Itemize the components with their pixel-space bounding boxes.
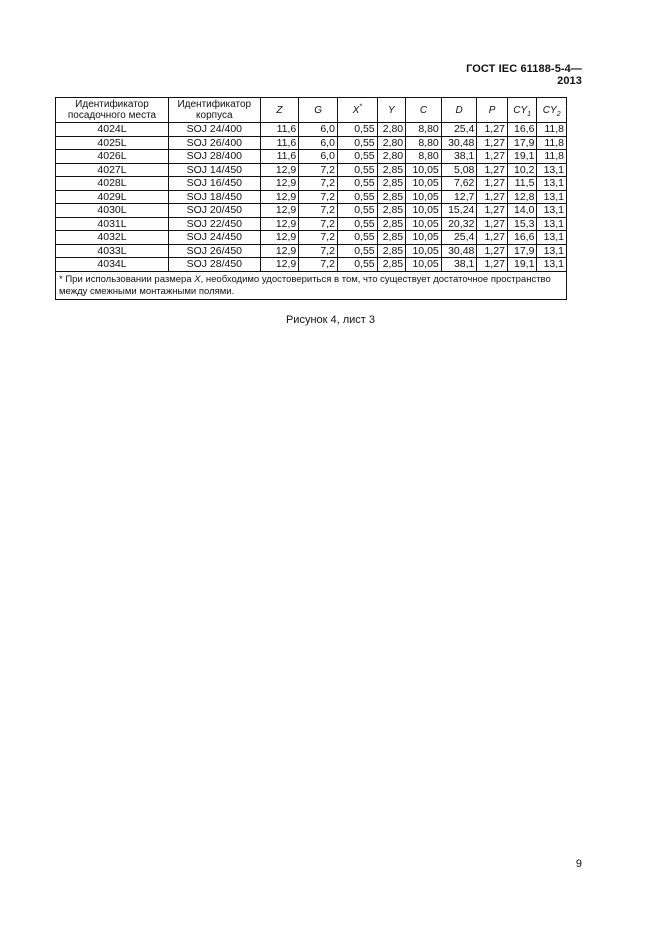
cell-z: 12,9 <box>260 258 299 272</box>
cell-cy2: 11,8 <box>537 123 567 137</box>
cell-y: 2,85 <box>377 217 406 231</box>
cell-package-id: SOJ 28/400 <box>168 150 260 164</box>
cell-c: 10,05 <box>406 258 442 272</box>
header-cy1-subscript: 1 <box>527 110 532 118</box>
cell-y: 2,85 <box>377 163 406 177</box>
table-body <box>56 123 567 272</box>
cell-d: 25,4 <box>441 123 477 137</box>
cell-y: 2,85 <box>377 258 406 272</box>
cell-cy2: 13,1 <box>537 204 567 218</box>
header-z: Z <box>260 98 299 123</box>
cell-g: 6,0 <box>299 136 338 150</box>
cell-p: 1,27 <box>477 244 508 258</box>
cell-c: 10,05 <box>406 163 442 177</box>
cell-p: 1,27 <box>477 177 508 191</box>
cell-g: 6,0 <box>299 150 338 164</box>
cell-g: 7,2 <box>299 258 338 272</box>
cell-package-id: SOJ 16/450 <box>168 177 260 191</box>
cell-land-id: 4032L <box>56 231 169 245</box>
cell-d: 30,48 <box>441 136 477 150</box>
cell-cy2: 13,1 <box>537 258 567 272</box>
cell-c: 10,05 <box>406 217 442 231</box>
cell-y: 2,85 <box>377 231 406 245</box>
cell-p: 1,27 <box>477 258 508 272</box>
cell-c: 8,80 <box>406 123 442 137</box>
cell-g: 7,2 <box>299 204 338 218</box>
cell-c: 8,80 <box>406 136 442 150</box>
table-row <box>56 204 567 218</box>
cell-c: 8,80 <box>406 150 442 164</box>
table-row <box>56 150 567 164</box>
cell-y: 2,85 <box>377 204 406 218</box>
header-land-id: Идентификатор посадочного места <box>56 98 169 123</box>
cell-package-id: SOJ 24/400 <box>168 123 260 137</box>
cell-p: 1,27 <box>477 163 508 177</box>
cell-cy1: 14,0 <box>507 204 537 218</box>
cell-x: 0,55 <box>337 204 377 218</box>
cell-x: 0,55 <box>337 177 377 191</box>
cell-x: 0,55 <box>337 136 377 150</box>
cell-z: 12,9 <box>260 190 299 204</box>
cell-x: 0,55 <box>337 163 377 177</box>
cell-d: 20,32 <box>441 217 477 231</box>
table-row <box>56 123 567 137</box>
cell-y: 2,85 <box>377 244 406 258</box>
cell-g: 6,0 <box>299 123 338 137</box>
cell-p: 1,27 <box>477 136 508 150</box>
cell-package-id: SOJ 26/400 <box>168 136 260 150</box>
header-y: Y <box>377 98 406 123</box>
cell-land-id: 4027L <box>56 163 169 177</box>
cell-y: 2,80 <box>377 123 406 137</box>
cell-x: 0,55 <box>337 150 377 164</box>
footnote-suffix: , необходимо удостовериться в том, что существует достаточное пространство между смежными монтажными полями. <box>59 273 551 297</box>
cell-x: 0,55 <box>337 258 377 272</box>
cell-cy2: 13,1 <box>537 231 567 245</box>
cell-cy1: 10,2 <box>507 163 537 177</box>
table-note-row <box>56 271 567 299</box>
cell-z: 11,6 <box>260 136 299 150</box>
cell-cy2: 13,1 <box>537 244 567 258</box>
cell-cy1: 12,8 <box>507 190 537 204</box>
cell-x: 0,55 <box>337 190 377 204</box>
header-x-footnote-mark: * <box>359 103 362 111</box>
figure-caption: Рисунок 4, лист 3 <box>285 314 376 326</box>
cell-g: 7,2 <box>299 231 338 245</box>
cell-c: 10,05 <box>406 231 442 245</box>
table-row <box>56 231 567 245</box>
cell-package-id: SOJ 22/450 <box>168 217 260 231</box>
header-x-symbol: X <box>352 104 360 116</box>
header-cy1 <box>507 98 537 123</box>
cell-land-id: 4033L <box>56 244 169 258</box>
footnote-prefix: * При использовании размера <box>59 273 195 285</box>
header-p: P <box>477 98 508 123</box>
cell-package-id: SOJ 18/450 <box>168 190 260 204</box>
header-cy2 <box>537 98 567 123</box>
header-cy2-subscript: 2 <box>556 110 561 118</box>
cell-package-id: SOJ 24/450 <box>168 231 260 245</box>
cell-x: 0,55 <box>337 217 377 231</box>
cell-cy1: 16,6 <box>507 231 537 245</box>
cell-d: 5,08 <box>441 163 477 177</box>
cell-x: 0,55 <box>337 231 377 245</box>
cell-p: 1,27 <box>477 150 508 164</box>
table-row <box>56 217 567 231</box>
table-row <box>56 177 567 191</box>
header-cy1-symbol: CY <box>513 104 528 116</box>
cell-x: 0,55 <box>337 244 377 258</box>
cell-c: 10,05 <box>406 177 442 191</box>
cell-z: 12,9 <box>260 244 299 258</box>
cell-land-id: 4024L <box>56 123 169 137</box>
cell-land-id: 4034L <box>56 258 169 272</box>
header-package-id: Идентификатор корпуса <box>168 98 260 123</box>
cell-d: 30,48 <box>441 244 477 258</box>
cell-g: 7,2 <box>299 190 338 204</box>
cell-package-id: SOJ 20/450 <box>168 204 260 218</box>
cell-p: 1,27 <box>477 190 508 204</box>
cell-cy2: 13,1 <box>537 177 567 191</box>
cell-c: 10,05 <box>406 190 442 204</box>
cell-c: 10,05 <box>406 204 442 218</box>
cell-d: 15,24 <box>441 204 477 218</box>
table-row <box>56 163 567 177</box>
cell-cy2: 11,8 <box>537 136 567 150</box>
header-cy2-symbol: CY <box>542 104 557 116</box>
cell-cy2: 13,1 <box>537 163 567 177</box>
cell-z: 12,9 <box>260 217 299 231</box>
cell-cy2: 11,8 <box>537 150 567 164</box>
cell-cy1: 19,1 <box>507 258 537 272</box>
page-number: 9 <box>575 858 582 870</box>
table-footnote <box>56 271 567 299</box>
header-x <box>337 98 377 123</box>
cell-land-id: 4029L <box>56 190 169 204</box>
cell-p: 1,27 <box>477 231 508 245</box>
cell-cy1: 19,1 <box>507 150 537 164</box>
header-d: D <box>441 98 477 123</box>
cell-package-id: SOJ 14/450 <box>168 163 260 177</box>
table-row <box>56 244 567 258</box>
cell-cy1: 11,5 <box>507 177 537 191</box>
cell-d: 25,4 <box>441 231 477 245</box>
table-header-row <box>56 98 567 123</box>
cell-d: 38,1 <box>441 258 477 272</box>
table-row <box>56 190 567 204</box>
cell-z: 12,9 <box>260 177 299 191</box>
cell-z: 11,6 <box>260 123 299 137</box>
cell-land-id: 4031L <box>56 217 169 231</box>
cell-land-id: 4025L <box>56 136 169 150</box>
cell-cy1: 16,6 <box>507 123 537 137</box>
land-pattern-dimensions-table <box>55 97 567 300</box>
cell-y: 2,85 <box>377 177 406 191</box>
cell-g: 7,2 <box>299 163 338 177</box>
cell-d: 38,1 <box>441 150 477 164</box>
cell-y: 2,80 <box>377 136 406 150</box>
document-standard-header: ГОСТ IEC 61188-5-4—2013 <box>466 63 582 87</box>
cell-land-id: 4026L <box>56 150 169 164</box>
cell-z: 12,9 <box>260 163 299 177</box>
cell-y: 2,80 <box>377 150 406 164</box>
cell-cy2: 13,1 <box>537 217 567 231</box>
cell-g: 7,2 <box>299 177 338 191</box>
cell-d: 7,62 <box>441 177 477 191</box>
cell-p: 1,27 <box>477 217 508 231</box>
cell-z: 12,9 <box>260 204 299 218</box>
footnote-variable: X <box>194 273 201 285</box>
cell-d: 12,7 <box>441 190 477 204</box>
cell-z: 11,6 <box>260 150 299 164</box>
header-g: G <box>299 98 338 123</box>
table-row <box>56 136 567 150</box>
cell-cy1: 17,9 <box>507 244 537 258</box>
cell-g: 7,2 <box>299 244 338 258</box>
cell-p: 1,27 <box>477 123 508 137</box>
cell-land-id: 4028L <box>56 177 169 191</box>
header-c: C <box>406 98 442 123</box>
cell-p: 1,27 <box>477 204 508 218</box>
cell-z: 12,9 <box>260 231 299 245</box>
table-row <box>56 258 567 272</box>
cell-x: 0,55 <box>337 123 377 137</box>
cell-package-id: SOJ 26/450 <box>168 244 260 258</box>
cell-g: 7,2 <box>299 217 338 231</box>
cell-c: 10,05 <box>406 244 442 258</box>
cell-cy1: 15,3 <box>507 217 537 231</box>
cell-y: 2,85 <box>377 190 406 204</box>
cell-cy1: 17,9 <box>507 136 537 150</box>
cell-package-id: SOJ 28/450 <box>168 258 260 272</box>
cell-land-id: 4030L <box>56 204 169 218</box>
cell-cy2: 13,1 <box>537 190 567 204</box>
